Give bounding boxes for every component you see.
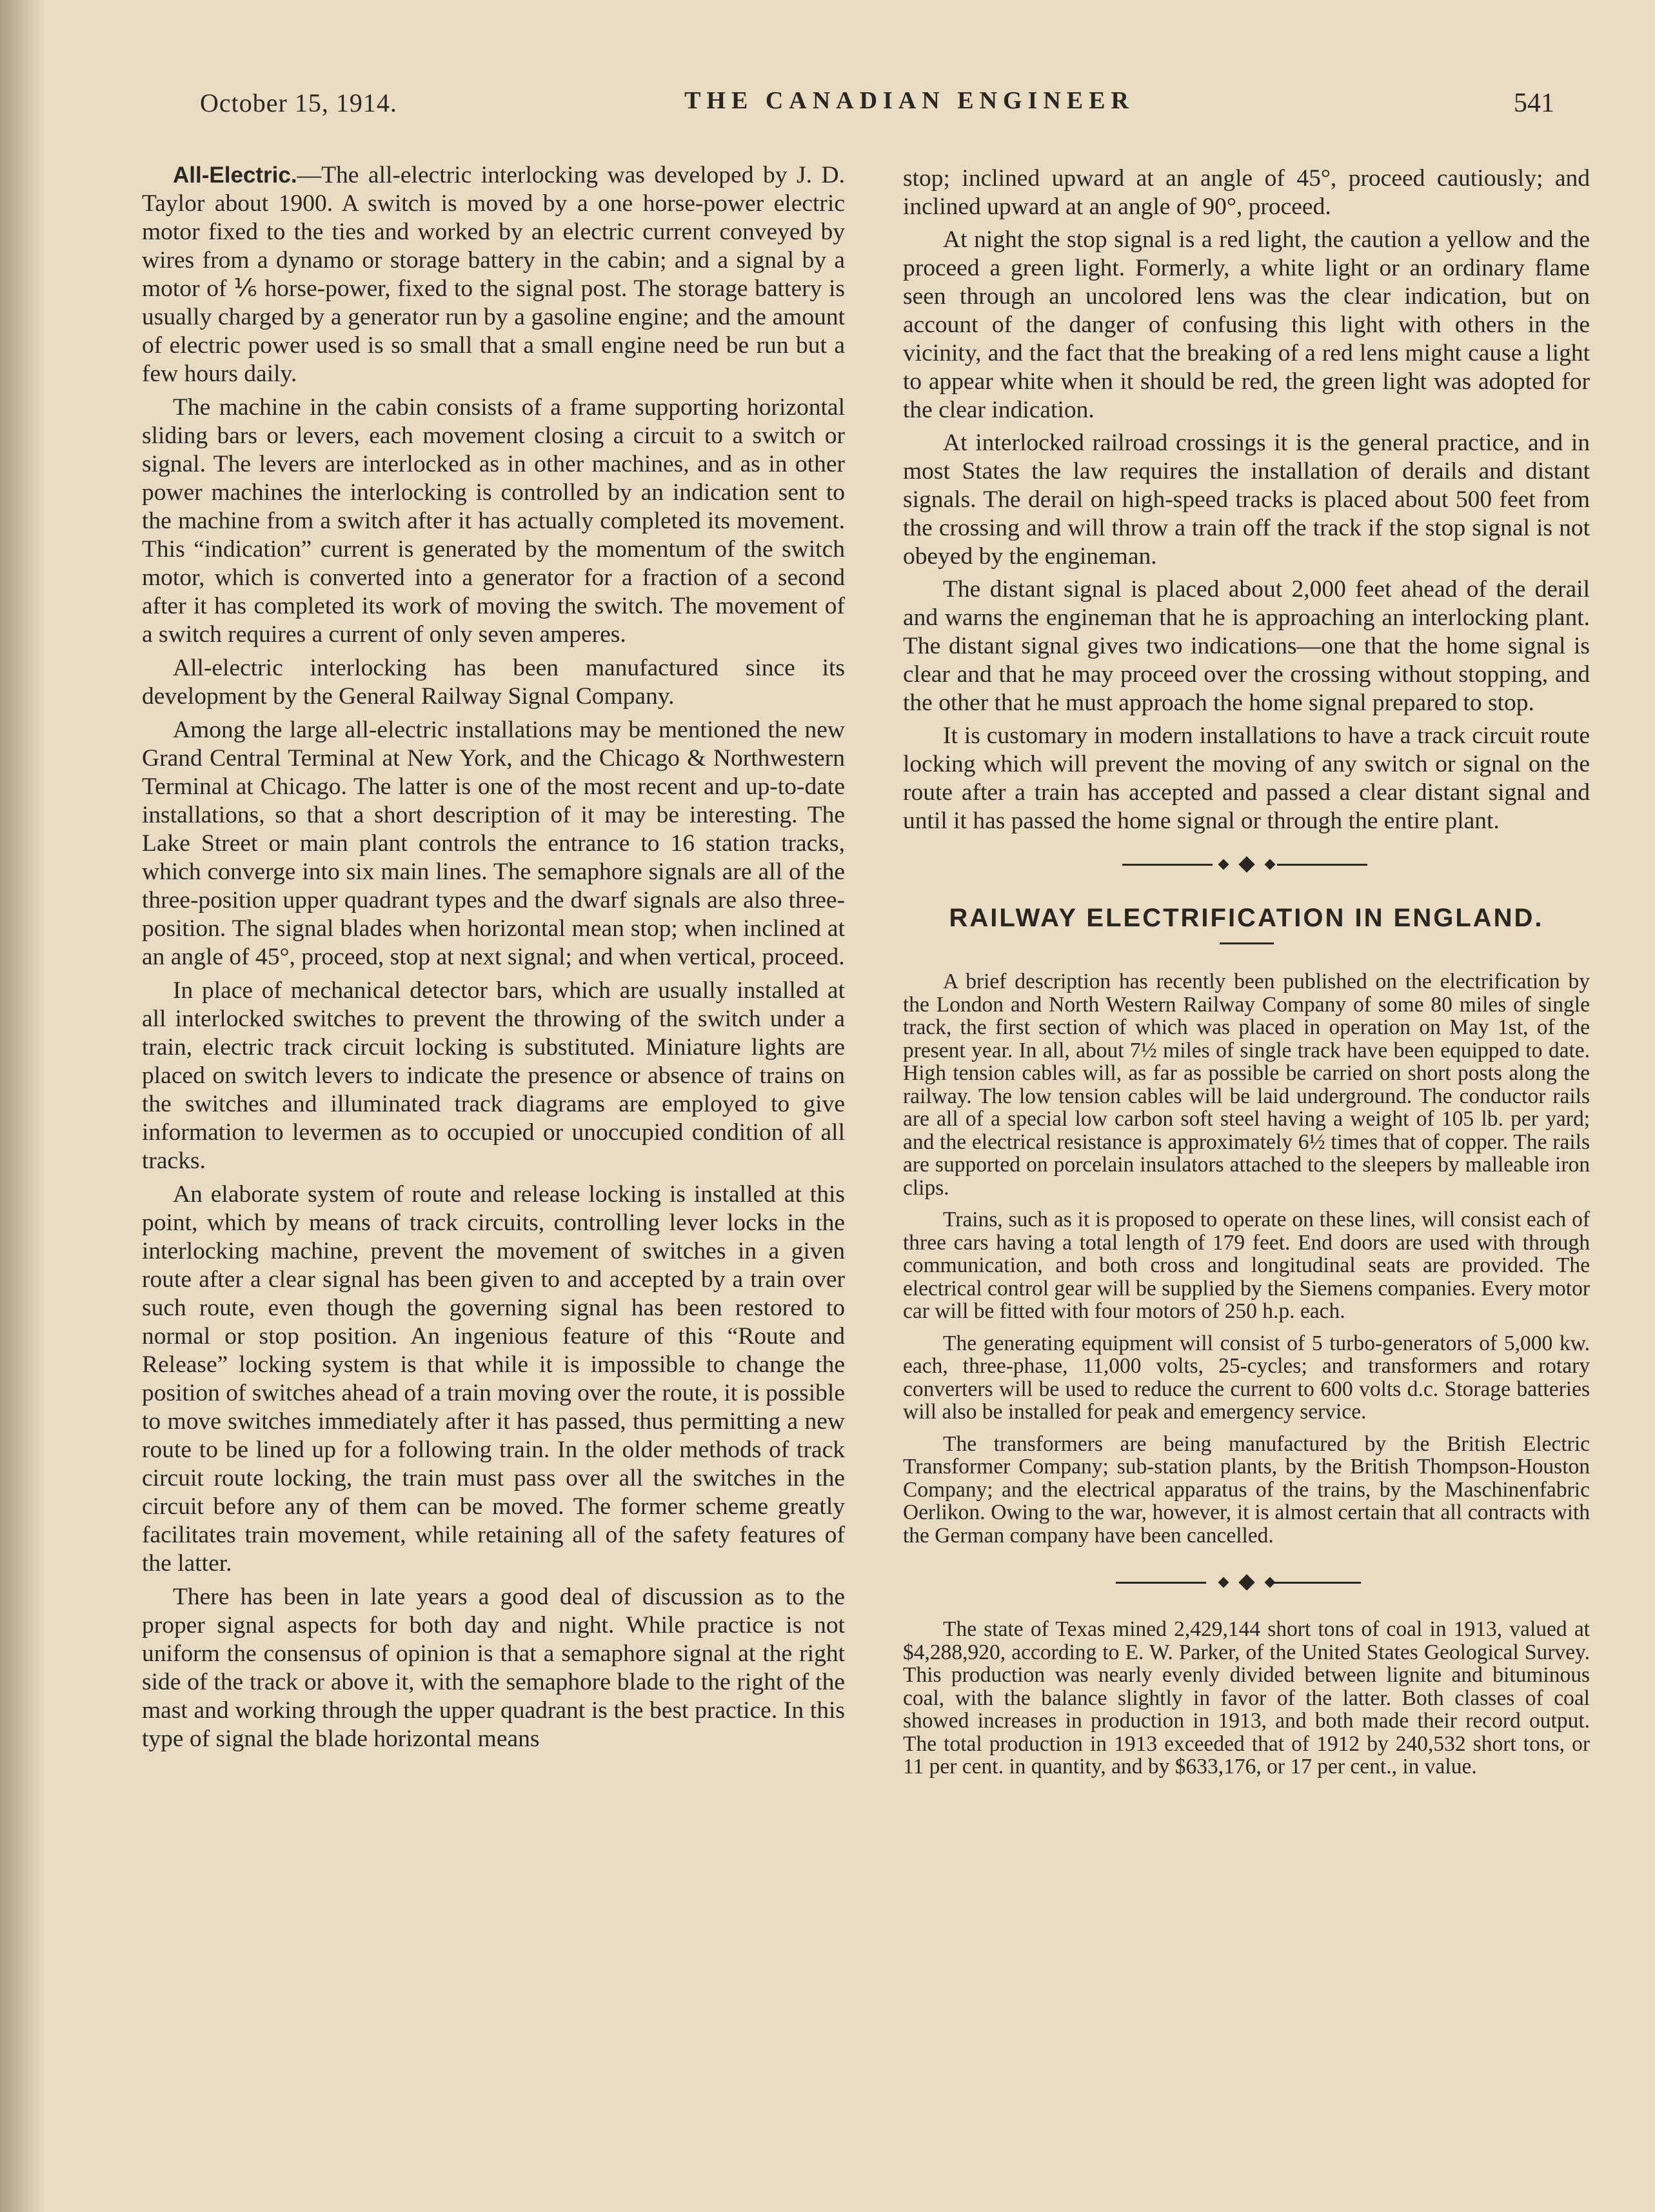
title-rule (1220, 942, 1274, 944)
paragraph-text: —The all-electric interlocking was developed by J. D. Taylor about 1900. A switch is moved by a one horse-power electric motor fixed to the ties and worked by an electric current conveyed by wires from a dynamo or storage battery in the cabin; and a signal by a motor of ⅙ horse-power, fixed to the signal post. The storage battery is usually charged by a generator run by a gasoline engine; and the amount of electric power used is so small that a small engine need be run but a few hours daily. (142, 162, 845, 387)
paragraph: An elaborate system of route and release locking is installed at this point, which by means of track circuits, controlling lever locks in the interlocking machine, prevent the movement of switches in a given route after a clear signal has been given to and accepted by a train over such route, even though the governing signal has been restored to normal or stop position. An ingenious feature of this “Route and Release” locking system is that while it is impossible to change the position of switches ahead of a train moving over the route, it is possible to move switches immediately after it has passed, thus permitting a new route to be lined up for a following train. In the older methods of track circuit route locking, the train must pass over all the switches in the circuit before any of them can be moved. The former scheme greatly facilitates train movement, while retaining all of the safety features of the latter. (142, 1181, 845, 1577)
paragraph: In place of mechanical detector bars, which are usually installed at all interlocked switches to prevent the throwing of the switch under a train, electric track circuit locking is substituted. Miniature lights are placed on switch levers to indicate the presence or absence of trains on the switches and illuminated track diagrams are employed to give information to levermen as to occupied or unoccupied condition of all tracks. (142, 977, 845, 1174)
article-body (903, 970, 1590, 1547)
paragraph: Among the large all-electric installations may be mentioned the new Grand Central Terminal at New York, and the Chicago & Northwestern Terminal at Chicago. The latter is one of the most recent and up-to-date installations, so that a short description of it may be interesting. The Lake Street or main plant controls the entrance to 16 station tracks, which converge into six main lines. The semaphore signals are all of the three-position upper quadrant types and the dwarf signals are also three-position. The signal blades when horizontal mean stop; when inclined at an angle of 45°, proceed, stop at next signal; and when vertical, proceed. (142, 717, 845, 970)
paragraph: At night the stop signal is a red light, the caution a yellow and the proceed a green light. Formerly, a white light or an ordinary flame seen through an uncolored lens was the clear indication, but on account of the danger of confusing this light with others in the vicinity, and the fact that the breaking of a red lens might cause a light to appear white when it should be red, the green light was adopted for the clear indication. (903, 226, 1590, 423)
paragraph: The machine in the cabin consists of a frame supporting horizontal sliding bars or levers, each movement closing a circuit to a switch or signal. The levers are interlocked as in other machines, and as in other power machines the interlocking is controlled by an indication sent to the machine from a switch after it has actually completed its movement. This “indication” current is generated by the momentum of the switch motor, which is converted into a generator for a fraction of a second after it has completed its work of moving the switch. The movement of a switch requires a current of only seven amperes. (142, 394, 845, 648)
page-header (193, 83, 1574, 128)
page-gutter-shadow (0, 0, 45, 2212)
paragraph: A brief description has recently been published on the electrification by the London and North Western Railway Company of some 80 miles of single track, the first section of which was placed in operation on May 1st, of the present year. In all, about 7½ miles of single track have been equipped to date. High tension cables will, as far as possible be carried on short posts along the railway. The low tension cables will be laid underground. The conductor rails are all of a special low carbon soft steel having a weight of 105 lb. per yard; and the electrical resistance is approximately 6½ times that of copper. The rails are supported on porcelain insulators attached to the sleepers by malleable iron clips. (903, 970, 1590, 1200)
paragraph: The transformers are being manufactured by the British Electric Transformer Company; sub-station plants, by the British Thompson-Houston Company; and the electrical apparatus of the trains, by the Maschinenfabric Oerlikon. Owing to the war, however, it is almost certain that all contracts with the German company have been cancelled. (903, 1431, 1590, 1548)
paragraph: The state of Texas mined 2,429,144 short tons of coal in 1913, valued at $4,288,920, according to E. W. Parker, of the United States Geological Survey. This production was nearly evenly divided between lignite and bituminous coal, with the balance slightly in favor of the latter. Both classes of coal showed increases in production in 1913, and both made their record output. The total production in 1913 exceeded that of 1912 by 240,532 short tons, or 11 per cent. in quantity, and by $633,176, or 17 per cent., in value. (903, 1617, 1590, 1779)
paragraph (142, 161, 845, 388)
page-number: 541 (1514, 88, 1554, 118)
news-item (903, 1618, 1590, 1779)
section-divider-ornament (903, 855, 1590, 874)
paragraph: The distant signal is placed about 2,000 feet ahead of the derail and warns the engineman that he is approaching an interlocking plant. The distant signal gives two indications—one that the home signal is clear and that he may proceed over the crossing without stopping, and the other that he must approach the home signal prepared to stop. (903, 576, 1590, 716)
paragraph: The generating equipment will consist of 5 turbo-generators of 5,000 kw. each, three-phase, 11,000 volts, 25-cycles; and transformers and rotary converters will be used to reduce the current to 600 volts d.c. Storage batteries will also be installed for peak and emergency service. (903, 1331, 1590, 1424)
right-column (903, 164, 1590, 1788)
paragraph: It is customary in modern installations to have a track circuit route locking which will prevent the moving of any switch or signal on the route after a train has accepted and passed a clear distant signal and until it has passed the home signal or through the entire plant. (903, 722, 1590, 834)
paragraph: There has been in late years a good deal of discussion as to the proper signal aspects for both day and night. While practice is not uniform the consensus of opinion is that a semaphore signal at the right side of the track or above it, with the semaphore blade to the right of the mast and working through the upper quadrant is the best practice. In this type of signal the blade horizontal means (142, 1584, 845, 1752)
journal-title: THE CANADIAN ENGINEER (684, 87, 1135, 114)
paragraph: Trains, such as it is proposed to operate on these lines, will consist each of three cars having a total length of 179 feet. End doors are used with through communication, and both cross and longitudinal seats are provided. The electrical control gear will be supplied by the Siemens companies. Every motor car will be fitted with four motors of 250 h.p. each. (903, 1208, 1590, 1323)
paragraph: stop; inclined upward at an angle of 45°, proceed cautiously; and inclined upward at an angle of 90°, proceed. (903, 165, 1590, 220)
section-divider-ornament (903, 1573, 1590, 1592)
paragraph: All-electric interlocking has been manufactured since its development by the General Railway Signal Company. (142, 655, 845, 710)
lead-heading: All-Electric. (173, 163, 297, 188)
issue-date: October 15, 1914. (200, 88, 397, 117)
left-column (142, 161, 845, 1759)
article-title: RAILWAY ELECTRIFICATION IN ENGLAND. (949, 904, 1544, 932)
paragraph: At interlocked railroad crossings it is the general practice, and in most States the law requires the installation of derails and distant signals. The derail on high-speed tracks is placed about 500 feet from the crossing and will throw a train off the track if the stop signal is not obeyed by the engineman. (903, 430, 1590, 570)
